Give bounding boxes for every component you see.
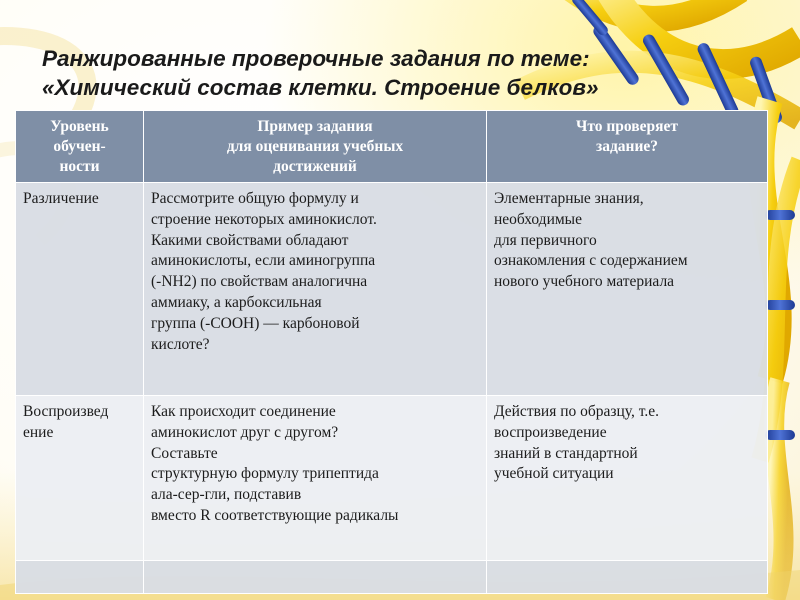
cell-text: ознакомления с содержанием bbox=[494, 252, 688, 270]
cell-text: аммиаку, а карбоксильная bbox=[151, 293, 322, 311]
header-text: достижений bbox=[273, 158, 357, 175]
header-level bbox=[16, 111, 144, 183]
cell-text: (-NH2) по свойствам аналогична bbox=[151, 273, 368, 291]
cell-empty bbox=[487, 561, 768, 594]
table-row bbox=[16, 396, 768, 561]
header-text: ности bbox=[59, 158, 100, 175]
cell-level bbox=[16, 396, 144, 561]
page-title bbox=[42, 44, 682, 102]
cell-empty bbox=[144, 561, 487, 594]
header-text: Уровень bbox=[50, 118, 109, 135]
cell-text: необходимые bbox=[494, 210, 582, 228]
cell-text: Какими свойствами обладают bbox=[151, 231, 349, 249]
cell-text: аминокислот друг с другом? bbox=[151, 423, 339, 441]
cell-example bbox=[144, 396, 487, 561]
header-checks bbox=[487, 111, 768, 183]
tasks-table bbox=[15, 110, 768, 594]
title-line-1: Ранжированные проверочные задания по теме: bbox=[42, 46, 590, 71]
header-example bbox=[144, 111, 487, 183]
header-text: Пример задания bbox=[257, 118, 373, 135]
cell-text: аминокислоты, если аминогруппа bbox=[151, 252, 376, 270]
cell-text: Различение bbox=[23, 190, 99, 207]
cell-level bbox=[16, 183, 144, 396]
cell-text: ала-сер-гли, подставив bbox=[151, 486, 302, 504]
cell-checks bbox=[487, 396, 768, 561]
cell-text: структурную формулу трипептида bbox=[151, 465, 379, 483]
cell-text: кислоте? bbox=[151, 335, 210, 353]
cell-text: вместо R соответствующие радикалы bbox=[151, 506, 399, 524]
header-text: обучен- bbox=[53, 138, 106, 155]
cell-example bbox=[144, 183, 487, 396]
cell-text: воспроизведение bbox=[494, 423, 607, 441]
cell-empty bbox=[16, 561, 144, 594]
table-row bbox=[16, 183, 768, 396]
cell-text: для первичного bbox=[494, 231, 597, 249]
header-text: для оценивания учебных bbox=[226, 138, 404, 155]
cell-text: учебной ситуации bbox=[494, 465, 614, 483]
cell-text: нового учебного материала bbox=[494, 273, 675, 291]
cell-text: строение некоторых аминокислот. bbox=[151, 210, 377, 228]
cell-text: Как происходит соединение bbox=[151, 403, 336, 420]
table-row-empty bbox=[16, 561, 768, 594]
cell-text: Воспроизвед bbox=[23, 403, 109, 420]
title-line-2: «Химический состав клетки. Строение белков» bbox=[42, 75, 599, 100]
header-text: задание? bbox=[595, 138, 659, 155]
cell-text: Составьте bbox=[151, 444, 218, 462]
cell-text: группа (-COOH) — карбоновой bbox=[151, 314, 360, 332]
cell-text: ение bbox=[23, 423, 54, 441]
cell-text: Рассмотрите общую формулу и bbox=[151, 190, 359, 207]
table-header-row bbox=[16, 111, 768, 183]
cell-checks bbox=[487, 183, 768, 396]
header-text: Что проверяет bbox=[575, 118, 679, 135]
cell-text: Действия по образцу, т.е. bbox=[494, 403, 659, 420]
cell-text: Элементарные знания, bbox=[494, 190, 644, 207]
cell-text: знаний в стандартной bbox=[494, 444, 638, 462]
